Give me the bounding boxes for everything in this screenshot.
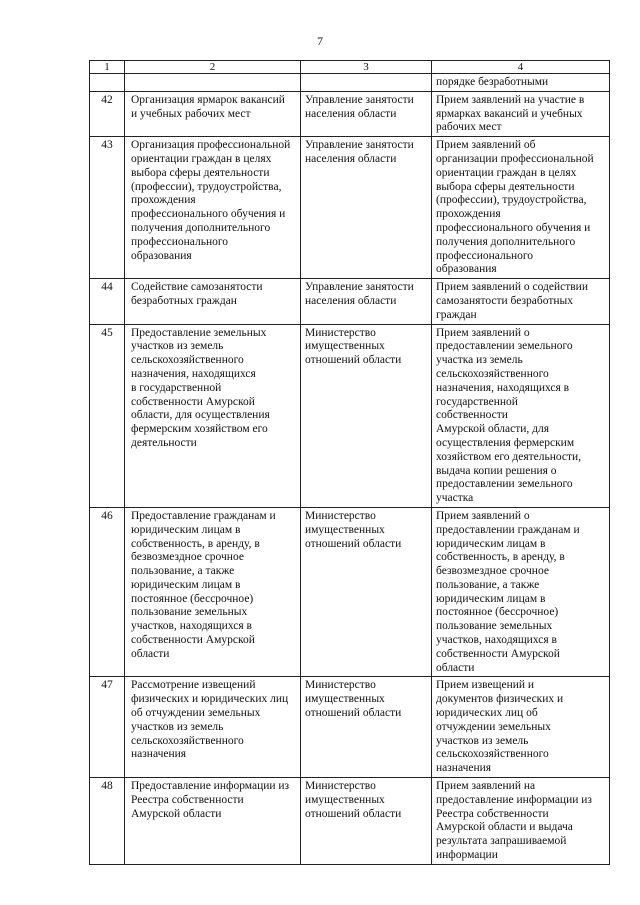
service-result: Прием заявлений об организации профессиональной ориентации граждан в целях выбора сферы деятельности (профессии), трудоустройства, прохождения профессионального обучения и получения дополнительного профессионального образования: [432, 137, 610, 279]
authority-name: Управление занятости населения области: [301, 279, 432, 324]
service-result: Прием заявлений о предоставлении земельного участка из земель сельскохозяйственного назначения, находящихся в государственной собственности Амурской области, для осуществления фермерским хозяйством его деятельности, выдача копии решения о предоставлении земельного участка: [432, 324, 610, 507]
page-number: 7: [317, 34, 323, 48]
table-row: [90, 778, 610, 865]
service-name: Организация профессиональной ориентации граждан в целях выбора сферы деятельности (профессии), трудоустройства, прохождения профессионального обучения и получения дополнительного профессионального образования: [125, 137, 301, 279]
row-number: 45: [90, 324, 125, 507]
table-row: [90, 279, 610, 324]
service-result: Прием извещений и документов физических и юридических лиц об отчуждении земельных участков из земель сельскохозяйственного назначения: [432, 677, 610, 778]
service-result: Прием заявлений о содействии самозанятости безработных граждан: [432, 279, 610, 324]
services-table: [89, 60, 610, 865]
row-number: 48: [90, 778, 125, 865]
service-name: Содействие самозанятости безработных граждан: [125, 279, 301, 324]
authority-name: Министерство имущественных отношений области: [301, 778, 432, 865]
service-name: Организация ярмарок вакансий и учебных рабочих мест: [125, 91, 301, 136]
authority-name: Министерство имущественных отношений области: [301, 324, 432, 507]
service-name: Предоставление гражданам и юридическим лицам в собственность, в аренду, в безвозмездное срочное пользование, а также юридическим лицам в постоянное (бессрочное) пользование земельных участков, находящихся в собственности Амурской области: [125, 507, 301, 677]
table-row: [90, 507, 610, 677]
row-number: [90, 74, 125, 92]
table-row: [90, 74, 610, 92]
table-row: [90, 324, 610, 507]
table-row: [90, 677, 610, 778]
authority-name: Министерство имущественных отношений области: [301, 507, 432, 677]
authority-name: Управление занятости населения области: [301, 91, 432, 136]
service-result: Прием заявлений о предоставлении гражданам и юридическим лицам в собственность, в аренду, в безвозмездное срочное пользование, а также юридическим лицам в постоянное (бессрочное) пользование земельных участков, находящихся в собственности Амурской области: [432, 507, 610, 677]
table-row: [90, 137, 610, 279]
service-result: Прием заявлений на участие в ярмарках вакансий и учебных рабочих мест: [432, 91, 610, 136]
column-header: 1: [90, 61, 125, 74]
service-result: Прием заявлений на предоставление информации из Реестра собственности Амурской области и выдача результата запрашиваемой информации: [432, 778, 610, 865]
service-name: Рассмотрение извещений физических и юридических лиц об отчуждении земельных участков из земель сельскохозяйственного назначения: [125, 677, 301, 778]
row-number: 44: [90, 279, 125, 324]
column-header: 2: [125, 61, 301, 74]
table-row: [90, 91, 610, 136]
row-number: 42: [90, 91, 125, 136]
authority-name: Управление занятости населения области: [301, 137, 432, 279]
column-header: 3: [301, 61, 432, 74]
service-name: [125, 74, 301, 92]
service-name: Предоставление информации из Реестра собственности Амурской области: [125, 778, 301, 865]
authority-name: Министерство имущественных отношений области: [301, 677, 432, 778]
authority-name: [301, 74, 432, 92]
service-result: порядке безработными: [432, 74, 610, 92]
service-name: Предоставление земельных участков из земель сельскохозяйственного назначения, находящихся в государственной собственности Амурской области, для осуществления фермерским хозяйством его деятельности: [125, 324, 301, 507]
row-number: 47: [90, 677, 125, 778]
row-number: 46: [90, 507, 125, 677]
row-number: 43: [90, 137, 125, 279]
column-header: 4: [432, 61, 610, 74]
table-header-row: [90, 61, 610, 74]
